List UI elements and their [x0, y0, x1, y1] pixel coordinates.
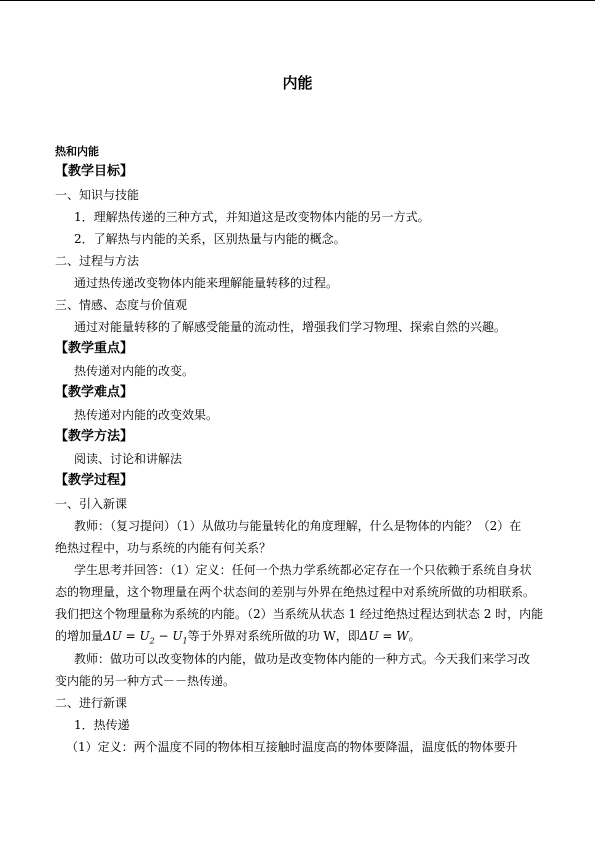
- student-answer-line-1: 学生思考并回答：（1）定义：任何一个热力学系统都必定存在一个只依赖于系统自身状: [74, 563, 532, 577]
- section-subtitle: 热和内能: [55, 145, 99, 158]
- process-section-2: 二、进行新课: [55, 696, 128, 710]
- goal-section-1: 一、知识与技能: [55, 188, 140, 202]
- difficulties-text: 热传递对内能的改变效果。: [74, 408, 219, 422]
- teacher-question-line-1: 教师：（复习提问）（1）从做功与能量转化的角度理解，什么是物体的内能？（2）在: [74, 519, 522, 533]
- goal-2-text: 通过热传递改变物体内能来理解能量转移的过程。: [74, 276, 339, 290]
- key-points-text: 热传递对内能的改变。: [74, 364, 195, 378]
- methods-text: 阅读、讨论和讲解法: [74, 452, 183, 466]
- teacher-question-line-2: 绝热过程中，功与系统的内能有何关系？: [55, 541, 272, 555]
- heading-key-points: 【教学重点】: [55, 341, 134, 356]
- heading-goals: 【教学目标】: [55, 164, 134, 179]
- page-title: 内能: [282, 74, 313, 92]
- heading-process: 【教学过程】: [55, 473, 134, 488]
- process-section-1: 一、引入新课: [55, 497, 128, 511]
- top-rule: [0, 0, 595, 1]
- subsection-heat-transfer: 1．热传递: [74, 718, 130, 732]
- teacher-statement-line-2: 变内能的另一种方式－－热传递。: [55, 674, 236, 688]
- goal-1-item-2: 2．了解热与内能的关系，区别热量与内能的概念。: [74, 232, 346, 246]
- student-answer-line-3: 我们把这个物理量称为系统的内能。（2）当系统从状态 1 经过绝热过程达到状态 2 时，内能: [55, 607, 544, 621]
- formula-sub: 2: [149, 636, 155, 646]
- answer-text-b: 等于外界对系统所做的功 W，即: [187, 629, 360, 643]
- goal-3-text: 通过对能量转移的了解感受能量的流动性，增强我们学习物理、探索自然的兴趣。: [74, 320, 507, 334]
- formula-sub: 1: [182, 636, 188, 646]
- goal-1-item-1: 1．理解热传递的三种方式，并知道这是改变物体内能的另一方式。: [74, 210, 430, 224]
- formula-delta-u: [103, 629, 188, 646]
- heading-difficulties: 【教学难点】: [55, 385, 134, 400]
- formula-part: ΔU = U: [103, 629, 150, 643]
- goal-section-3: 三、情感、态度与价值观: [55, 298, 188, 312]
- teacher-statement-line-1: 教师：做功可以改变物体的内能，做功是改变物体内能的一种方式。今天我们来学习改: [74, 652, 531, 666]
- answer-text-a: 的增加量: [55, 629, 104, 643]
- student-answer-line-2: 态的物理量，这个物理量在两个状态间的差别与外界在绝热过程中对系统所做的功相联系。: [55, 585, 536, 599]
- definition-line: （1）定义：两个温度不同的物体相互接触时温度高的物体要降温，温度低的物体要升: [66, 740, 518, 754]
- formula-delta-u-w: ΔU = W: [359, 629, 409, 643]
- goal-section-2: 二、过程与方法: [55, 254, 140, 268]
- formula-part: − U: [154, 629, 183, 643]
- answer-text-c: 。: [408, 629, 421, 643]
- student-answer-line-4: [55, 628, 421, 649]
- heading-methods: 【教学方法】: [55, 429, 134, 444]
